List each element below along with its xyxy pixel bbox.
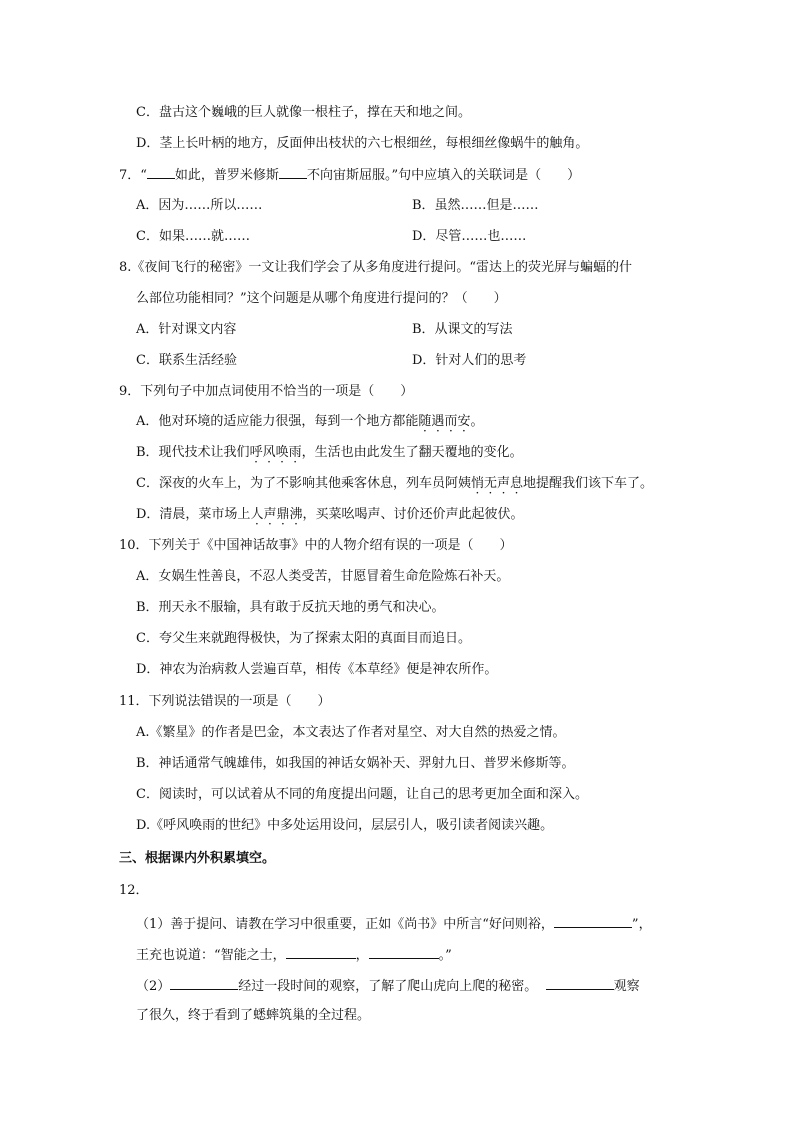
q9-a-dotted-word: 随遇而安 [418,414,471,429]
q12-part2-line1 [136,976,640,996]
q12-p2-label: （2） [136,979,171,994]
q12-number: 12． [119,883,149,898]
q9-d-text: D．清晨，菜市场上 [136,507,251,522]
q10-option-b[interactable]: B．刑天永不服输，具有敢于反抗天地的勇气和决心。 [136,600,445,615]
q7-option-c[interactable]: C．如果……就…… [136,229,250,244]
q10-stem: 10．下列关于《中国神话故事》中的人物介绍有误的一项是（ ） [119,538,513,553]
q7-text-1: 7．“ [119,168,147,183]
q7-text-2: 如此，普罗米修斯 [174,168,279,183]
q11-stem: 11．下列说法错误的一项是（ ） [119,694,331,709]
q12-blank-4[interactable] [170,976,238,990]
q10-option-c[interactable]: C．夸父生来就跑得极快，为了探索太阳的真面目而追日。 [136,631,471,646]
q12-blank-5[interactable] [546,976,614,990]
q9-b-dotted-word: 呼风唤雨 [249,445,302,460]
q9-b-text: B．现代技术让我们 [136,445,250,460]
q9-c-dotted-word: 悄无声息 [470,476,524,491]
q9-option-d[interactable] [136,506,524,524]
q8-stem-line-1: 8.《夜间飞行的秘密》一文让我们学会了从多角度进行提问。“雷达上的荧光屏与蝙蝠的什 [119,260,633,275]
q9-a-end: 。 [470,414,484,429]
q8-option-c[interactable]: C．联系生活经验 [136,353,237,368]
q9-option-b[interactable] [136,444,523,462]
q8-stem-line-2: 么部位功能相同？”这个问题是从哪个角度进行提问的？（ ） [136,291,507,306]
q9-d-dotted-word: 人声鼎沸 [250,507,303,522]
q9-option-c[interactable] [136,475,653,493]
q12-part1-line1 [136,914,652,934]
q8-option-a[interactable]: A．针对课文内容 [136,322,237,337]
q7-option-a[interactable]: A．因为……所以…… [136,198,263,213]
q7-text-3: 不向宙斯屈服。”句中应填入的关联词是（ ） [306,168,581,183]
q9-option-a[interactable] [136,413,483,431]
q12-p2-text: 经过一段时间的观察，了解了爬山虎向上爬的秘密。 [238,979,538,994]
q12-blank-3[interactable] [369,945,439,959]
option-d-stem: D．茎上长叶柄的地方，反面伸出枝状的六七根细丝，每根细丝像蜗牛的触角。 [136,136,589,151]
q12-part1-line2 [136,945,452,965]
q11-option-d[interactable]: D.《呼风唤雨的世纪》中多处运用设问，层层引人，吸引读者阅读兴趣。 [136,818,554,833]
q9-c-end: 地提醒我们该下车了。 [523,476,654,491]
q12-blank-1[interactable] [554,914,632,928]
q9-d-end: ，买菜吆喝声、讨价还价声此起彼伏。 [302,507,524,522]
q8-option-d[interactable]: D．针对人们的思考 [412,353,527,368]
q11-option-a[interactable]: A.《繁星》的作者是巴金，本文表达了作者对星空、对大自然的热爱之情。 [136,725,566,740]
option-c-pangu: C．盘古这个巍峨的巨人就像一根柱子，撑在天和地之间。 [136,105,471,120]
q12-blank-2[interactable] [286,945,356,959]
q7-option-d[interactable]: D．尽管……也…… [412,229,527,244]
q12-p1-end: ”， [631,917,652,932]
q12-p2-observe: 观察 [613,979,640,994]
q9-b-end: ，生活也由此发生了翻天覆地的变化。 [301,445,523,460]
q9-stem: 9．下列句子中加点词使用不恰当的一项是（ ） [119,384,414,399]
q9-a-text: A．他对环境的适应能力很强，每到一个地方都能 [136,414,419,429]
section-3-heading: 三、根据课内外积累填空。 [119,851,276,866]
q7-blank-2[interactable] [279,165,307,179]
q12-p1-comma: ， [355,948,369,963]
q8-option-b[interactable]: B．从课文的写法 [412,322,513,337]
q12-p1-close: 。” [438,948,452,963]
q7-option-b[interactable]: B．虽然……但是…… [412,198,539,213]
q10-option-d[interactable]: D．神农为治病救人尝遍百草，相传《本草经》便是神农所作。 [136,662,498,677]
q10-option-a[interactable]: A．女娲生性善良，不忍人类受苦，甘愿冒着生命危险炼石补天。 [136,569,510,584]
q7-blank-1[interactable] [147,165,175,179]
q12-p1-text-2: 王充也说道：“智能之士， [136,948,286,963]
q11-option-b[interactable]: B．神话通常气魄雄伟，如我国的神话女娲补天、羿射九日、普罗米修斯等。 [136,756,575,771]
q9-c-text: C．深夜的火车上，为了不影响其他乘客休息，列车员阿姨 [136,476,471,491]
q12-part2-line2: 了很久，终于看到了蟋蟀筑巢的全过程。 [136,1008,371,1023]
question-7 [119,165,580,185]
q12-p1-text: （1）善于提问、请教在学习中很重要，正如《尚书》中所言“好问则裕， [136,917,554,932]
q11-option-c[interactable]: C．阅读时，可以试着从不同的角度提出问题，让自己的思考更加全面和深入。 [136,787,588,802]
